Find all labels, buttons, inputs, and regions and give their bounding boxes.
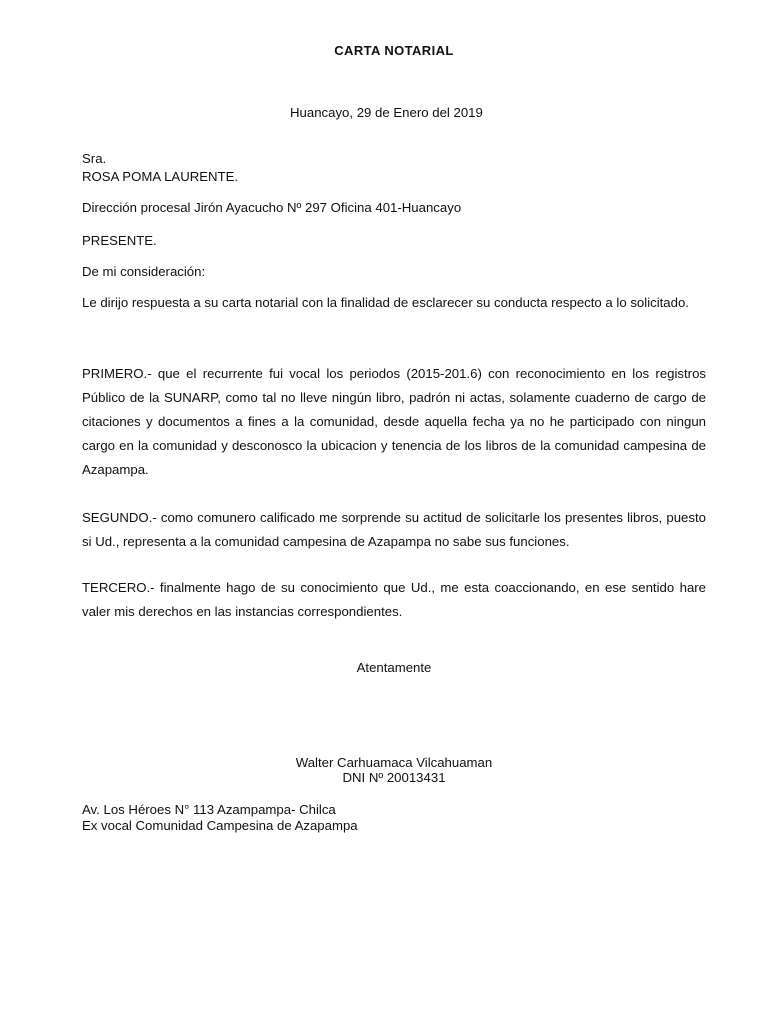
recipient-name: ROSA POMA LAURENTE. <box>82 169 239 184</box>
signer-name: Walter Carhuamaca Vilcahuaman <box>295 755 493 770</box>
tercero-paragraph: TERCERO.- finalmente hago de su conocimiento que Ud., me esta coaccionando, en ese sentido hare valer mis derechos en las instancias correspondientes. <box>82 580 706 619</box>
intro-paragraph: Le dirijo respuesta a su carta notarial con la finalidad de esclarecer su conducta respecto a lo solicitado. <box>82 295 689 310</box>
recipient-address: Dirección procesal Jirón Ayacucho Nº 297 Oficina 401-Huancayo <box>82 200 462 215</box>
primero-paragraph: PRIMERO.- que el recurrente fui vocal los periodos (2015-201.6) con reconocimiento en los registros Público de la SUNARP, como tal no lleve ningún libro, padrón ni actas, solamente cuaderno de cargo de citaciones y documentos a fines a la comunidad, desde aquella fecha ya no he participado con ningun cargo en la comunidad y desconosco la ubicacion y tenencia de los libros de la comunidad campesina de Azapampa. <box>82 366 706 477</box>
date-line: Huancayo, 29 de Enero del 2019 <box>290 105 483 120</box>
presente-line: PRESENTE. <box>82 233 157 248</box>
signer-role: Ex vocal Comunidad Campesina de Azapampa <box>82 818 358 833</box>
signer-address: Av. Los Héroes N° 113 Azampampa- Chilca <box>82 802 336 817</box>
closing-line: Atentamente <box>356 660 432 675</box>
greeting-line: De mi consideración: <box>82 264 206 279</box>
recipient-salutation: Sra. <box>82 151 107 166</box>
segundo-paragraph: SEGUNDO.- como comunero calificado me sorprende su actitud de solicitarle los presentes libros, puesto si Ud., representa a la comunidad campesina de Azapampa no sabe sus funciones. <box>82 510 706 549</box>
document-title: CARTA NOTARIAL <box>334 43 454 58</box>
signer-dni: DNI Nº 20013431 <box>342 770 446 785</box>
